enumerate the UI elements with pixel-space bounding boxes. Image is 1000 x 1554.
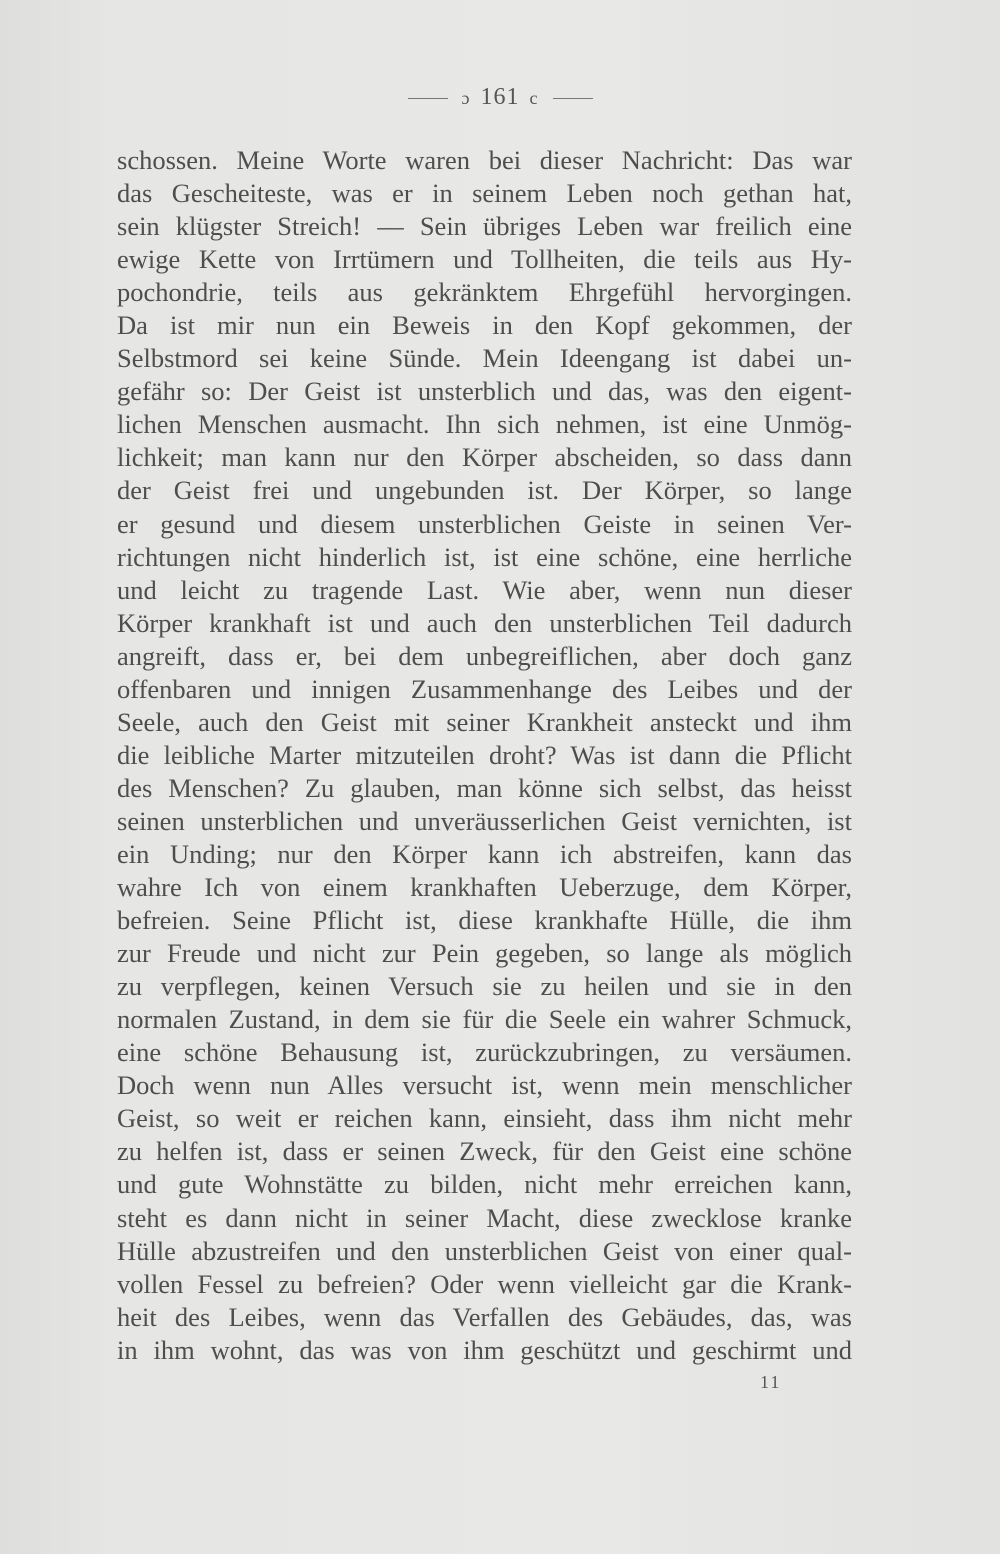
text-line: lichen Menschen ausmacht. Ihn sich nehmen, ist eine Unmög-: [117, 409, 852, 440]
text-line: steht es dann nicht in seiner Macht, diese zwecklose kranke: [117, 1202, 852, 1233]
text-line: ein Unding; nur den Körper kann ich abstreifen, kann das: [117, 838, 852, 869]
header-rule-right: [553, 98, 593, 99]
text-line: lichkeit; man kann nur den Körper abscheiden, so dass dann: [117, 442, 852, 473]
text-line: angreift, dass er, bei dem unbegreiflichen, aber doch ganz: [117, 640, 852, 671]
text-line: das Gescheiteste, was er in seinem Leben noch gethan hat,: [117, 178, 852, 209]
text-line: sein klügster Streich! — Sein übriges Leben war freilich eine: [117, 211, 852, 242]
text-line: Seele, auch den Geist mit seiner Krankheit ansteckt und ihm: [117, 706, 852, 737]
text-line: heit des Leibes, wenn das Verfallen des Gebäudes, das, was: [117, 1301, 852, 1332]
text-line: gefähr so: Der Geist ist unsterblich und das, was den eigent-: [117, 376, 852, 407]
text-line: die leibliche Marter mitzuteilen droht? Was ist dann die Pflicht: [117, 739, 852, 770]
text-line: offenbaren und innigen Zusammenhange des Leibes und der: [117, 673, 852, 704]
text-line: eine schöne Behausung ist, zurückzubringen, zu versäumen.: [117, 1037, 852, 1068]
text-line: in ihm wohnt, das was von ihm geschützt und geschirmt und: [117, 1334, 852, 1365]
text-line: schossen. Meine Worte waren bei dieser Nachricht: Das war: [117, 145, 852, 175]
text-line: zur Freude und nicht zur Pein gegeben, so lange als möglich: [117, 938, 852, 969]
text-line: befreien. Seine Pflicht ist, diese krankhafte Hülle, die ihm: [117, 905, 852, 936]
text-line: Da ist mir nun ein Beweis in den Kopf gekommen, der: [117, 310, 852, 341]
text-line: ewige Kette von Irrtümern und Tollheiten, die teils aus Hy-: [117, 244, 852, 275]
header-right-mark: c: [529, 88, 539, 108]
body-text: [117, 144, 852, 1367]
text-line: pochondrie, teils aus gekränktem Ehrgefühl hervorgingen.: [117, 277, 852, 308]
text-line: Selbstmord sei keine Sünde. Mein Ideengang ist dabei un-: [117, 343, 852, 374]
text-line: richtungen nicht hinderlich ist, ist eine schöne, eine herrliche: [117, 541, 852, 572]
text-line: Doch wenn nun Alles versucht ist, wenn mein menschlicher: [117, 1070, 852, 1101]
text-line: seinen unsterblichen und unveräusserlichen Geist vernichten, ist: [117, 805, 852, 836]
text-line: Körper krankhaft ist und auch den unsterblichen Teil dadurch: [117, 607, 852, 638]
text-line: zu helfen ist, dass er seinen Zweck, für den Geist eine schöne: [117, 1136, 852, 1167]
page-header: [0, 84, 1000, 111]
signature-mark: 11: [760, 1372, 782, 1392]
text-line: zu verpflegen, keinen Versuch sie zu heilen und sie in den: [117, 971, 852, 1002]
text-line: und leicht zu tragende Last. Wie aber, wenn nun dieser: [117, 574, 852, 605]
text-line: normalen Zustand, in dem sie für die Seele ein wahrer Schmuck,: [117, 1004, 852, 1035]
text-line: Geist, so weit er reichen kann, einsieht, dass ihm nicht mehr: [117, 1103, 852, 1134]
page-number: 161: [480, 84, 520, 110]
text-line: und gute Wohnstätte zu bilden, nicht mehr erreichen kann,: [117, 1169, 852, 1200]
header-left-mark: ɔ: [461, 88, 471, 108]
text-line: er gesund und diesem unsterblichen Geiste in seinen Ver-: [117, 508, 852, 539]
header-rule-left: [408, 98, 448, 99]
text-line: vollen Fessel zu befreien? Oder wenn vielleicht gar die Krank-: [117, 1268, 852, 1299]
text-line: wahre Ich von einem krankhaften Ueberzuge, dem Körper,: [117, 872, 852, 903]
text-line: des Menschen? Zu glauben, man könne sich selbst, das heisst: [117, 772, 852, 803]
text-line: der Geist frei und ungebunden ist. Der Körper, so lange: [117, 475, 852, 506]
text-line: Hülle abzustreifen und den unsterblichen Geist von einer qual-: [117, 1235, 852, 1266]
